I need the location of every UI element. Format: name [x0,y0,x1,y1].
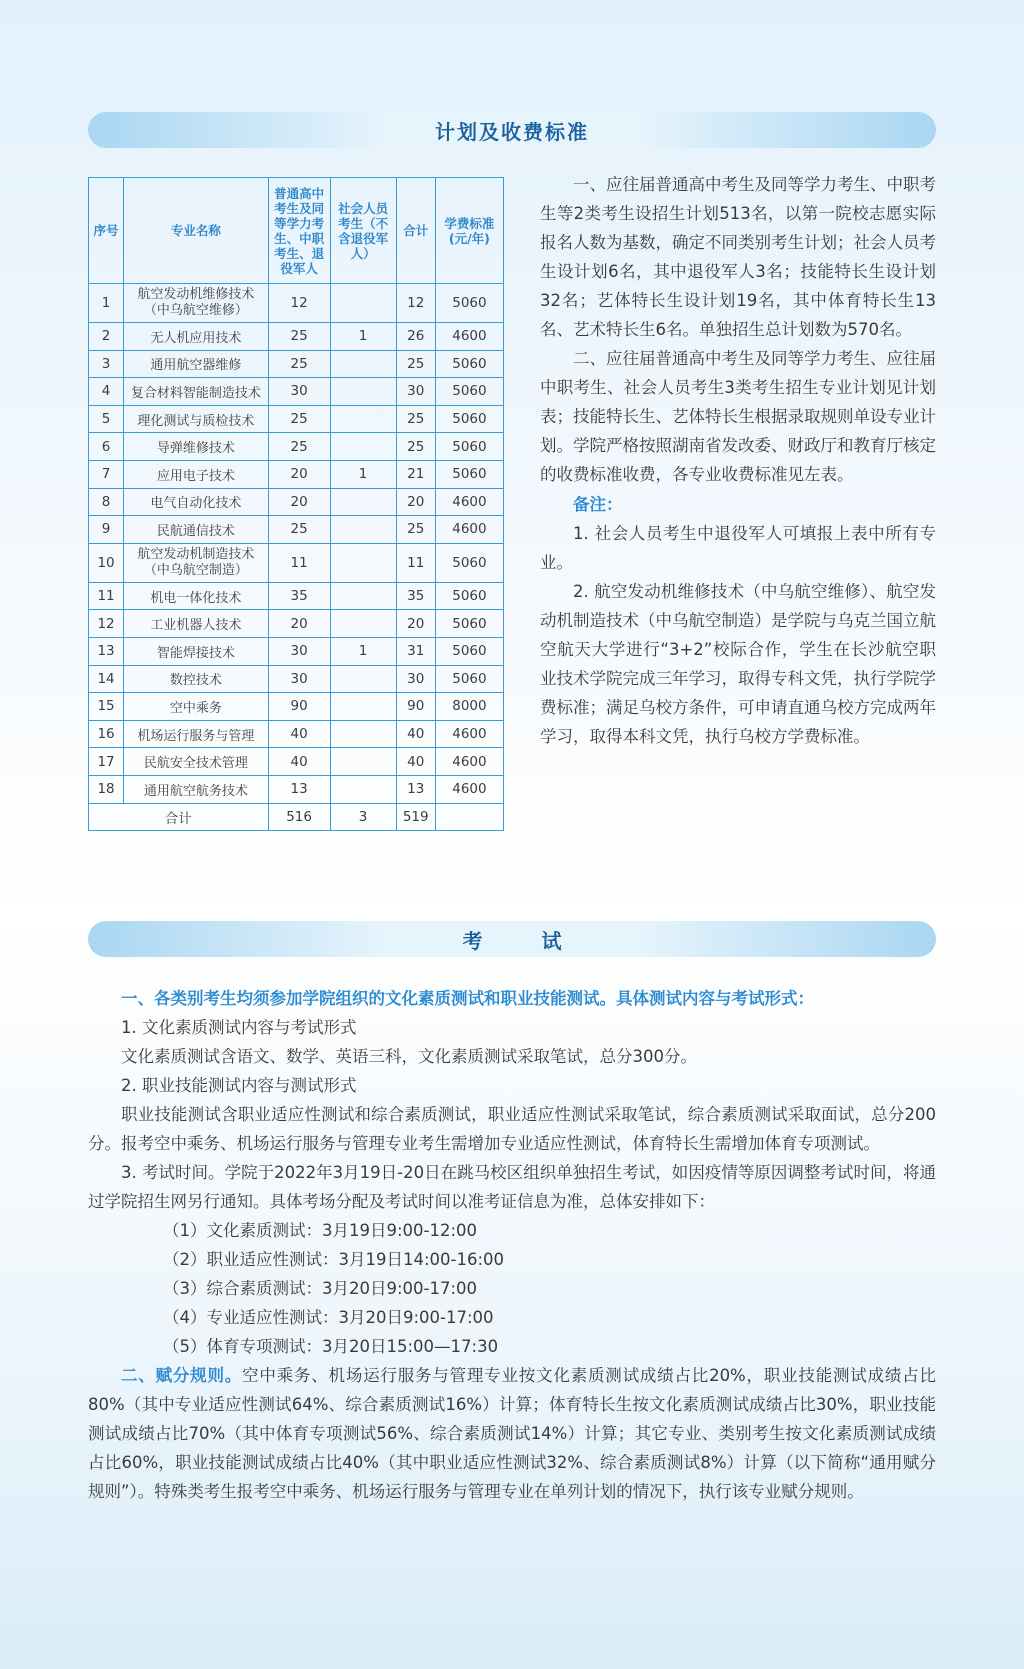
plan-fee-table [88,177,504,831]
col-header-social-students: 社会人员考生（不含退役军人） [330,178,396,284]
schedule-item: （5）体育专项测试：3月20日15:00—17:30 [163,1337,499,1356]
col-header-total: 合计 [396,178,435,284]
cell-major: 机电一体化技术 [124,582,269,610]
cell-tuition: 5060 [435,460,503,488]
note-heading: 备注： [573,495,623,514]
cell-no: 4 [89,378,124,406]
cell-social [330,284,396,323]
schedule-item: （4）专业适应性测试：3月20日9:00-17:00 [163,1308,494,1327]
cell-major: 电气自动化技术 [124,488,269,516]
cell-major: 航空发动机维修技术（中乌航空维修） [124,284,269,323]
cell-total: 11 [396,543,435,582]
table-row [89,610,504,638]
scoring-rules [88,1361,936,1506]
cell-social [330,488,396,516]
cell-total: 25 [396,350,435,378]
cell-regular: 25 [268,350,330,378]
table-row [89,748,504,776]
plan-paragraph-2: 二、应往届普通高中考生及同等学力考生、应往届中职考生、社会人员考生3类考生招生专业计划见计划表；技能特长生、艺体特长生根据录取规则单设专业计划。学院严格按照湖南省发改委、财政厅和教育厅核定的收费标准收费，各专业收费标准见左表。 [540,349,936,484]
exam-content [88,984,936,1506]
cell-no: 12 [89,610,124,638]
cell-regular: 35 [268,582,330,610]
cell-total: 21 [396,460,435,488]
cell-social [330,693,396,721]
cell-no: 6 [89,433,124,461]
cell-tuition: 4600 [435,488,503,516]
cell-major: 工业机器人技术 [124,610,269,638]
cell-regular: 40 [268,748,330,776]
cell-social: 1 [330,460,396,488]
cell-no: 1 [89,284,124,323]
cell-total: 25 [396,405,435,433]
table-row [89,543,504,582]
table-row [89,637,504,665]
table-row [89,284,504,323]
cell-total: 30 [396,378,435,406]
cell-major: 民航安全技术管理 [124,748,269,776]
cell-total: 25 [396,516,435,544]
plan-description [540,170,936,751]
cell-total: 25 [396,433,435,461]
cell-no: 3 [89,350,124,378]
cell-tuition: 5060 [435,433,503,461]
cell-no: 17 [89,748,124,776]
exam-heading-1: 一、各类别考生均须参加学院组织的文化素质测试和职业技能测试。具体测试内容与考试形式： [121,989,814,1008]
cell-regular: 25 [268,323,330,351]
plan-paragraph-1: 一、应往届普通高中考生及同等学力考生、中职考生等2类考生设招生计划513名，以第一院校志愿实际报名人数为基数，确定不同类别考生计划；社会人员考生设计划6名，其中退役军人3名；技能特长生设计划32名；艺体特长生设计划19名，其中体育特长生13名、艺术特长生6名。单独招生总计划数为570名。 [540,175,936,339]
table-row [89,720,504,748]
cell-major: 航空发动机制造技术（中乌航空制造） [124,543,269,582]
cell-total: 40 [396,720,435,748]
table-row [89,433,504,461]
cell-regular: 13 [268,775,330,803]
plan-section-title: 计划及收费标准 [435,119,589,144]
cell-no: 13 [89,637,124,665]
cell-major: 应用电子技术 [124,460,269,488]
cell-no: 14 [89,665,124,693]
cell-social [330,433,396,461]
table-row [89,488,504,516]
cell-tuition: 4600 [435,775,503,803]
cell-major: 民航通信技术 [124,516,269,544]
schedule-item: （3）综合素质测试：3月20日9:00-17:00 [163,1279,478,1298]
col-header-tuition: 学费标准(元/年) [435,178,503,284]
cell-social: 1 [330,637,396,665]
schedule-item: （1）文化素质测试：3月19日9:00-12:00 [163,1221,478,1240]
exam-sub-3: 3. 考试时间。学院于2022年3月19日-20日在跳马校区组织单独招生考试，如因疫情等原因调整考试时间，将通过学院招生网另行通知。具体考场分配及考试时间以准考证信息为准，总体安排如下： [88,1163,936,1211]
cell-regular: 12 [268,284,330,323]
total-tuition [435,803,503,831]
cell-tuition: 5060 [435,637,503,665]
col-header-no: 序号 [89,178,124,284]
cell-total: 30 [396,665,435,693]
exam-section-banner [88,921,936,957]
cell-total: 20 [396,610,435,638]
cell-regular: 25 [268,516,330,544]
cell-regular: 30 [268,378,330,406]
cell-regular: 40 [268,720,330,748]
cell-no: 9 [89,516,124,544]
cell-social [330,665,396,693]
cell-major: 数控技术 [124,665,269,693]
cell-no: 8 [89,488,124,516]
cell-tuition: 5060 [435,665,503,693]
cell-major: 智能焊接技术 [124,637,269,665]
exam-sub-2-body: 职业技能测试含职业适应性测试和综合素质测试，职业适应性测试采取笔试，综合素质测试采取面试，总分200分。报考空中乘务、机场运行服务与管理专业考生需增加专业适应性测试，体育特长生需增加体育专项测试。 [88,1105,936,1153]
table-total-row [89,803,504,831]
plan-section-banner [88,112,936,148]
scoring-body: 空中乘务、机场运行服务与管理专业按文化素质测试成绩占比20%，职业技能测试成绩占比80%（其中专业适应性测试64%、综合素质测试16%）计算；体育特长生按文化素质测试成绩占比30%，职业技能测试成绩占比70%（其中体育专项测试56%、综合素质测试14%）计算；其它专业、类别考生按文化素质测试成绩占比60%，职业技能测试成绩占比40%（其中职业适应性测试32%、综合素质测试8%）计算（以下简称“通用赋分规则”）。特殊类考生报考空中乘务、机场运行服务与管理专业在单列计划的情况下，执行该专业赋分规则。 [88,1366,936,1501]
cell-tuition: 5060 [435,405,503,433]
cell-regular: 25 [268,433,330,461]
cell-total: 90 [396,693,435,721]
col-header-major: 专业名称 [124,178,269,284]
cell-tuition: 5060 [435,582,503,610]
cell-tuition: 5060 [435,350,503,378]
scoring-heading: 二、赋分规则。 [121,1366,243,1385]
cell-tuition: 5060 [435,284,503,323]
cell-tuition: 8000 [435,693,503,721]
cell-no: 7 [89,460,124,488]
table-row [89,775,504,803]
cell-no: 15 [89,693,124,721]
cell-social [330,582,396,610]
cell-total: 13 [396,775,435,803]
cell-tuition: 4600 [435,516,503,544]
cell-total: 40 [396,748,435,776]
table-header-row [89,178,504,284]
cell-major: 通用航空器维修 [124,350,269,378]
cell-major: 空中乘务 [124,693,269,721]
cell-no: 18 [89,775,124,803]
cell-no: 10 [89,543,124,582]
cell-regular: 30 [268,637,330,665]
cell-social [330,378,396,406]
table-row [89,350,504,378]
exam-sub-1: 1. 文化素质测试内容与考试形式 [121,1018,357,1037]
cell-no: 16 [89,720,124,748]
cell-social [330,610,396,638]
cell-tuition: 5060 [435,543,503,582]
cell-total: 31 [396,637,435,665]
cell-no: 5 [89,405,124,433]
exam-sub-1-body: 文化素质测试含语文、数学、英语三科，文化素质测试采取笔试，总分300分。 [121,1047,697,1066]
cell-major: 复合材料智能制造技术 [124,378,269,406]
cell-tuition: 4600 [435,323,503,351]
cell-total: 35 [396,582,435,610]
cell-major: 导弹维修技术 [124,433,269,461]
table-row [89,665,504,693]
cell-no: 2 [89,323,124,351]
table-row [89,405,504,433]
cell-regular: 30 [268,665,330,693]
table-row [89,378,504,406]
cell-regular: 20 [268,610,330,638]
table-row [89,516,504,544]
cell-social [330,516,396,544]
cell-social [330,543,396,582]
cell-regular: 20 [268,488,330,516]
table-row [89,693,504,721]
total-label: 合计 [89,803,269,831]
cell-total: 20 [396,488,435,516]
note-1: 1. 社会人员考生中退役军人可填报上表中所有专业。 [540,524,936,572]
exam-section-title: 考 试 [462,928,588,953]
schedule-item: （2）职业适应性测试：3月19日14:00-16:00 [163,1250,505,1269]
cell-regular: 25 [268,405,330,433]
cell-major: 机场运行服务与管理 [124,720,269,748]
cell-social [330,350,396,378]
cell-total: 26 [396,323,435,351]
cell-regular: 90 [268,693,330,721]
total-regular: 516 [268,803,330,831]
cell-regular: 11 [268,543,330,582]
cell-major: 通用航空航务技术 [124,775,269,803]
cell-social: 1 [330,323,396,351]
cell-social [330,405,396,433]
cell-tuition: 4600 [435,748,503,776]
total-social: 3 [330,803,396,831]
cell-major: 无人机应用技术 [124,323,269,351]
cell-tuition: 5060 [435,610,503,638]
cell-regular: 20 [268,460,330,488]
cell-social [330,775,396,803]
table-row [89,323,504,351]
table-row [89,460,504,488]
cell-social [330,748,396,776]
cell-no: 11 [89,582,124,610]
cell-tuition: 4600 [435,720,503,748]
cell-social [330,720,396,748]
cell-total: 12 [396,284,435,323]
note-2: 2. 航空发动机维修技术（中乌航空维修）、航空发动机制造技术（中乌航空制造）是学院与乌克兰国立航空航天大学进行“3+2”校际合作，学生在长沙航空职业技术学院完成三年学习，取得专科文凭，执行学院学费标准；满足乌校方条件，可申请直通乌校方完成两年学习，取得本科文凭，执行乌校方学费标准。 [540,582,936,746]
table-row [89,582,504,610]
cell-tuition: 5060 [435,378,503,406]
exam-sub-2: 2. 职业技能测试内容与测试形式 [121,1076,357,1095]
total-sum: 519 [396,803,435,831]
cell-major: 理化测试与质检技术 [124,405,269,433]
col-header-regular-students: 普通高中考生及同等学力考生、中职考生、退役军人 [268,178,330,284]
